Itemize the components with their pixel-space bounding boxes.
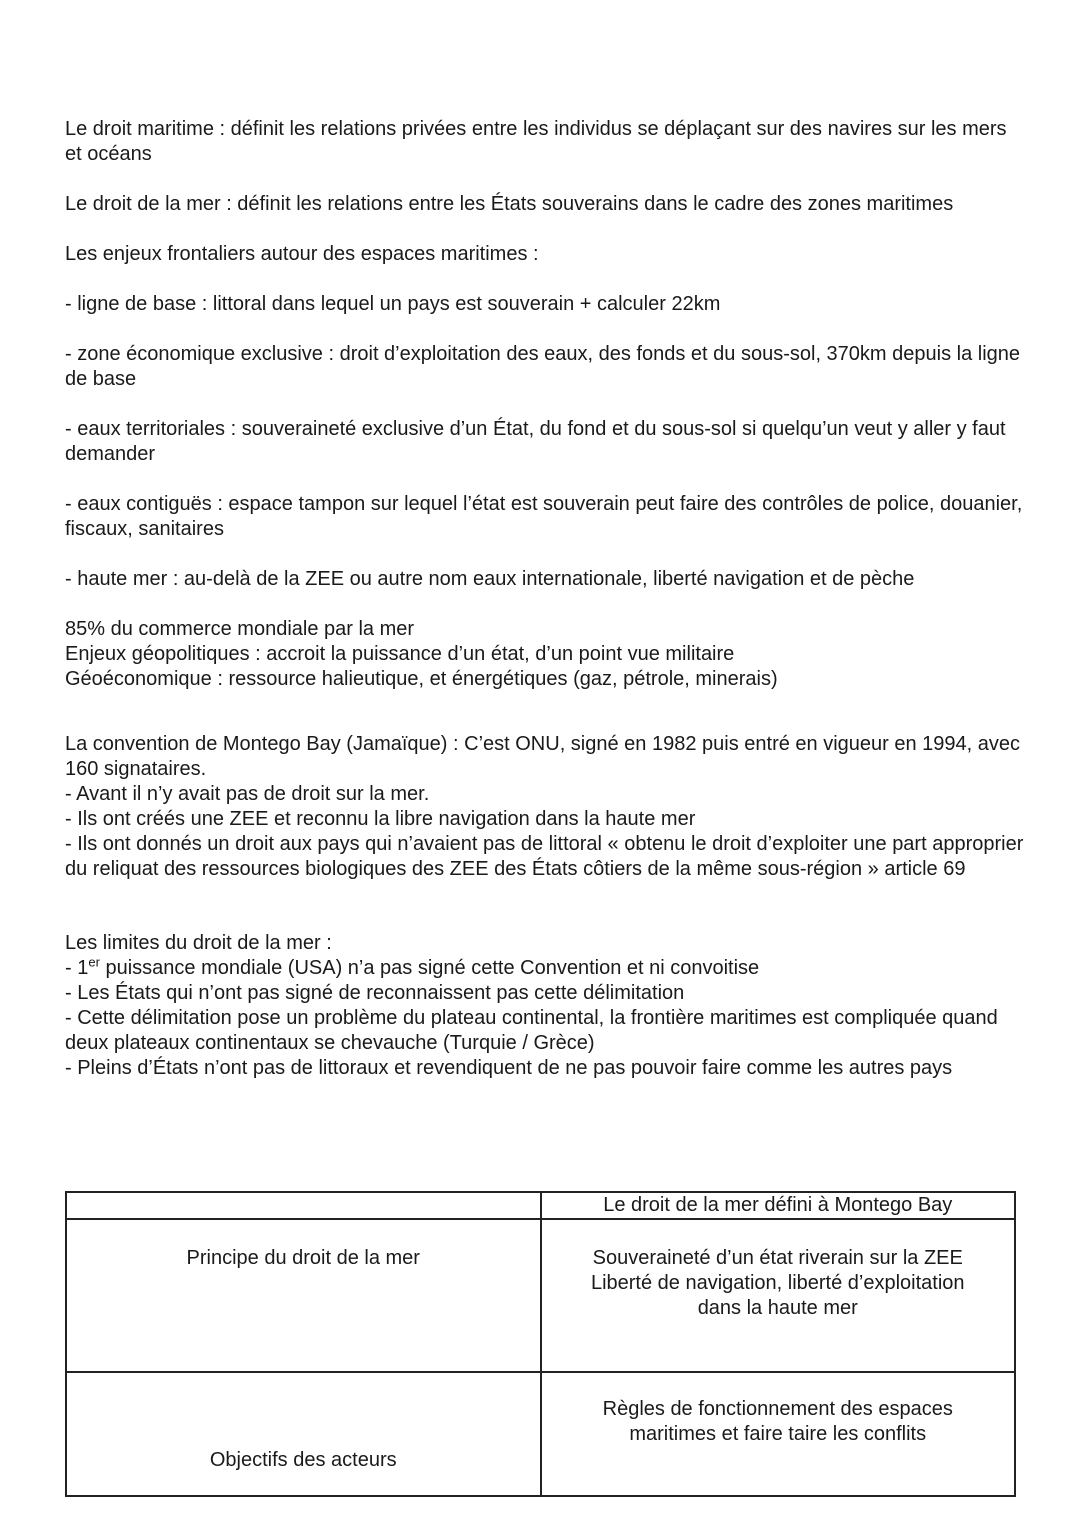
limites-point: - Cette délimitation pose un problème du plateau continental, la frontière maritimes est compliquée quand deux plateaux continentaux se chevauche (Turquie / Grèce) bbox=[65, 1007, 998, 1054]
table-cell-principe: Principe du droit de la mer bbox=[66, 1219, 541, 1372]
enjeux-item-ligne-de-base: - ligne de base : littoral dans lequel un pays est souverain + calculer 22km bbox=[65, 293, 721, 315]
limites-point: - 1er puissance mondiale (USA) n’a pas signé cette Convention et ni convoitise bbox=[65, 954, 760, 979]
table-header-row bbox=[66, 1192, 1015, 1219]
commerce-line: Géoéconomique : ressource halieutique, et énergétiques (gaz, pétrole, minerais) bbox=[65, 668, 778, 690]
table-cell-objectifs: Objectifs des acteurs bbox=[66, 1372, 541, 1496]
table-header-cell: Le droit de la mer défini à Montego Bay bbox=[541, 1192, 1016, 1219]
convention-point: - Ils ont créés une ZEE et reconnu la libre navigation dans la haute mer bbox=[65, 808, 696, 830]
definition-droit-de-la-mer: Le droit de la mer : définit les relations entre les États souverains dans le cadre des zones maritimes bbox=[65, 193, 954, 215]
table-row bbox=[66, 1219, 1015, 1372]
definition-droit-maritime: Le droit maritime : définit les relations privées entre les individus se déplaçant sur des navires sur les mers et océans bbox=[65, 118, 1007, 165]
enjeux-item-zee: - zone économique exclusive : droit d’exploitation des eaux, des fonds et du sous-sol, 370km depuis la ligne de base bbox=[65, 343, 1021, 390]
enjeux-item-eaux-territoriales: - eaux territoriales : souveraineté exclusive d’un État, du fond et du sous-sol si quelqu’un veut y aller y faut demander bbox=[65, 418, 1006, 465]
limites-title: Les limites du droit de la mer : bbox=[65, 932, 332, 954]
enjeux-title: Les enjeux frontaliers autour des espaces maritimes : bbox=[65, 243, 539, 265]
limites-point: - Les États qui n’ont pas signé de reconnaissent pas cette délimitation bbox=[65, 982, 685, 1004]
montego-bay-table bbox=[65, 1191, 1016, 1497]
document-page bbox=[65, 117, 1025, 1081]
commerce-line: Enjeux géopolitiques : accroit la puissance d’un état, d’un point vue militaire bbox=[65, 643, 735, 665]
table-header-empty-cell bbox=[66, 1192, 541, 1219]
table-row bbox=[66, 1372, 1015, 1496]
commerce-line: 85% du commerce mondiale par la mer bbox=[65, 618, 415, 640]
convention-intro: La convention de Montego Bay (Jamaïque) : C’est ONU, signé en 1982 puis entré en vigueur en 1994, avec 160 signataires. bbox=[65, 733, 1021, 780]
table-cell-principe-value: Souveraineté d’un état riverain sur la ZEE Liberté de navigation, liberté d’exploitation dans la haute mer bbox=[541, 1219, 1016, 1372]
enjeux-item-eaux-contigues: - eaux contiguës : espace tampon sur lequel l’état est souverain peut faire des contrôles de police, douanier, fiscaux, sanitaires bbox=[65, 493, 1023, 540]
convention-point: - Ils ont donnés un droit aux pays qui n’avaient pas de littoral « obtenu le droit d’exploiter une part approprier du reliquat des ressources biologiques des ZEE des États côtiers de la même sous-région » article 69 bbox=[65, 833, 1024, 880]
enjeux-item-haute-mer: - haute mer : au-delà de la ZEE ou autre nom eaux internationale, liberté navigation et de pèche bbox=[65, 568, 915, 590]
commerce-block bbox=[65, 617, 1025, 692]
convention-point: - Avant il n’y avait pas de droit sur la mer. bbox=[65, 783, 430, 805]
limites-block bbox=[65, 931, 1025, 1081]
limites-point: - Pleins d’États n’ont pas de littoraux et revendiquent de ne pas pouvoir faire comme les autres pays bbox=[65, 1057, 953, 1079]
table-cell-objectifs-value: Règles de fonctionnement des espaces maritimes et faire taire les conflits bbox=[541, 1372, 1016, 1496]
convention-block bbox=[65, 732, 1025, 882]
